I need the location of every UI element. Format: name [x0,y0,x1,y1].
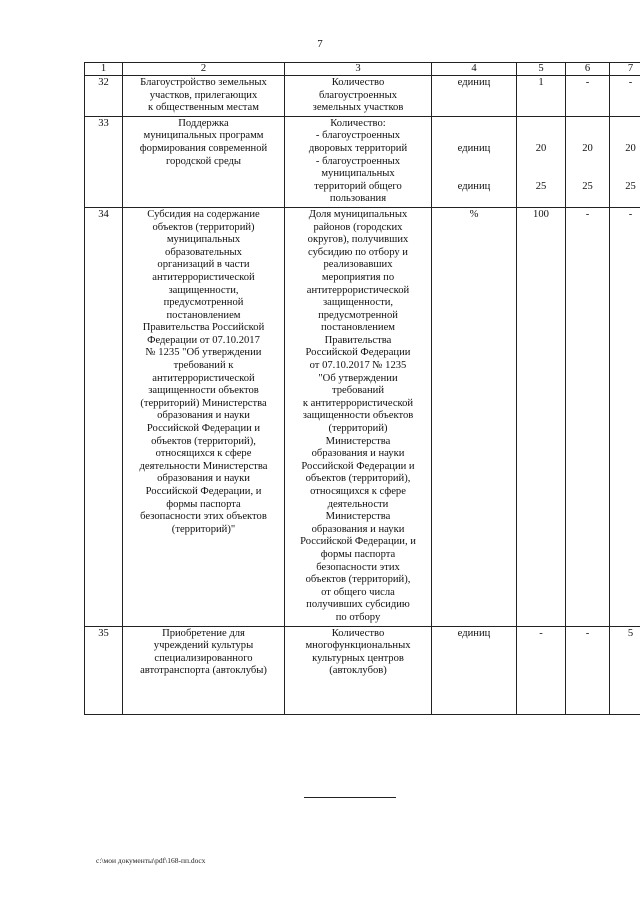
value-text: 25 [582,180,593,192]
measure-name-line: Благоустройство земельных [140,77,267,88]
unit-cell [432,207,517,626]
value-text: - [585,208,590,220]
indicator-cell [285,76,432,117]
indicator-line: деятельности [327,498,389,510]
indicator-line: Российской Федерации [305,347,411,359]
measure-name-line: предусмотренной [163,297,244,309]
indicator-line: благоустроенных [318,89,398,101]
value-col7 [610,76,640,117]
file-path-footer: c:\мои документы\pdf\168-пп.docx [96,856,206,865]
measure-name-line: учреждений культуры [153,640,254,652]
measure-name-line: безопасности этих объектов [140,511,267,523]
indicator-line: постановлением [321,322,395,334]
value-text: - [539,627,543,639]
indicator-cell [285,207,432,626]
measure-name-line: образования и науки [157,410,250,422]
indicator-line: защищенности, [322,297,394,309]
indicator-line: предусмотренной [318,309,398,321]
value-text: 25 [625,180,636,192]
indicator-line: Количество [331,627,385,639]
value-col7 [610,626,640,714]
measure-name-line: Российской Федерации, и [145,486,262,497]
indicator-line: Правительства [324,334,392,346]
value-text: - [628,77,633,88]
measure-name-line: (территорий)" [171,523,236,535]
indicator-line: Министерства [325,511,391,523]
measure-name-line: Поддержка [178,117,229,129]
value-text: 25 [535,180,547,192]
indicator-line: от общего числа [321,586,395,598]
measure-name-cell [123,116,285,207]
unit-value: % [469,208,479,220]
indicator-line: получивших субсидию [306,599,410,611]
value-text: 20 [535,142,547,154]
indicator-line: "Об утверждении [318,372,398,384]
indicator-line: - благоустроенных [315,130,401,142]
indicator-cell [285,116,432,207]
measure-name-line: муниципальных программ [143,130,264,142]
value-text: 20 [625,142,636,154]
measure-name-line: Правительства Российской [142,322,265,334]
value-col5 [517,76,566,117]
measure-name-line: объектов (территорий), [151,435,256,447]
measure-name-line: образования и науки [157,473,250,485]
header-cell-5: 5 [517,63,566,76]
indicator-line: муниципальных [321,168,395,180]
indicator-line: округов), получивших [307,234,409,246]
row-number: 34 [85,207,123,626]
table-row-33 [85,116,640,207]
measure-name-line: Федерации от 07.10.2017 [147,334,260,346]
indicator-line: культурных центров [312,652,404,664]
indicator-line: требований [331,385,385,397]
footer-divider [304,797,396,798]
value-col6 [566,116,610,207]
indicator-line: реализовавших [323,259,393,271]
measure-name-cell [123,207,285,626]
indicator-line: образования и науки [311,523,405,535]
value-col7 [610,116,640,207]
unit-value: единиц [457,77,491,88]
indicator-line: пользования [329,193,387,205]
row-number: 33 [85,116,123,207]
header-cell-2: 2 [123,63,285,76]
measure-name-line: (территорий) Министерства [140,397,267,409]
indicator-line: Доля муниципальных [308,208,408,220]
value-col5 [517,207,566,626]
header-cell-6: 6 [566,63,610,76]
indicator-line: земельных участков [312,102,404,114]
indicator-line: Министерства [325,435,391,447]
indicator-line: относящихся к сфере [310,486,406,497]
measure-name-line: Субсидия на содержание [147,208,260,220]
value-text: 100 [533,208,549,220]
indicator-line: дворовых территорий [308,142,408,154]
measure-name-line: организаций в части [157,259,250,271]
measure-name-line: специализированного [154,652,253,664]
value-col7 [610,207,640,626]
header-cell-4: 4 [432,63,517,76]
measure-name-line: защищенности объектов [148,385,259,397]
indicator-line: субсидию по отбору и [308,246,408,258]
unit-cell [432,116,517,207]
unit-cell [432,76,517,117]
value-col5 [517,116,566,207]
indicator-line: по отбору [335,611,381,623]
value-col6 [566,626,610,714]
indicator-line: защищенности объектов [302,410,414,422]
table-row-35 [85,626,640,714]
indicator-line: (территорий) [328,423,388,435]
indicator-line: (автоклубов) [329,665,387,677]
indicator-line: Количество [331,77,385,88]
measure-name-line: требований к [173,360,234,372]
measure-name-cell [123,76,285,117]
measure-name-line: защищенности, [168,284,239,296]
measure-name-line: антитеррористической [152,271,255,283]
measure-name-line: формы паспорта [166,498,241,510]
measure-name-line: постановлением [166,309,241,321]
unit-value: единиц [457,142,491,154]
indicator-line: районов (городских [313,221,403,233]
measure-name-cell [123,626,285,714]
table-header-row [85,63,640,76]
indicator-line: многофункциональных [305,640,411,652]
indicator-line: от 07.10.2017 № 1235 [309,360,407,372]
indicator-line: территорий общего [314,180,402,192]
measure-name-line: участков, прилегающих [149,89,258,101]
indicator-line: - благоустроенных [315,155,401,167]
measure-name-line: городской среды [165,155,242,167]
indicator-line: формы паспорта [320,548,396,560]
value-text: - [628,208,633,220]
measure-name-line: объектов (территорий) [152,221,255,233]
indicator-line: Российской Федерации, и [300,536,416,548]
header-cell-1: 1 [85,63,123,76]
indicator-line: объектов (территорий), [305,574,411,586]
value-text: - [585,627,590,639]
unit-value: единиц [457,627,491,639]
row-number: 35 [85,626,123,714]
indicator-line: антитеррористической [306,284,410,296]
row-number: 32 [85,76,123,117]
measure-name-line: образовательных [165,246,242,258]
value-text: 1 [538,77,544,88]
indicator-cell [285,626,432,714]
indicator-line: объектов (территорий), [305,473,411,485]
table-row-34 [85,207,640,626]
measure-name-line: Российской Федерации и [146,423,261,435]
indicator-line: мероприятия по [321,271,395,283]
page-number: 7 [317,38,323,50]
indicator-line: безопасности этих [316,561,400,573]
measure-name-line: Приобретение для [162,627,245,639]
measure-name-line: № 1235 "Об утверждении [145,347,262,359]
table-row-32 [85,76,640,117]
indicator-line: к антитеррористической [302,397,414,409]
measure-name-line: антитеррористической [152,372,255,384]
value-col6 [566,76,610,117]
value-text: 20 [582,142,593,154]
value-col5 [517,626,566,714]
measure-name-line: автотранспорта (автоклубы) [140,665,267,677]
measure-name-line: относящихся к сфере [155,448,252,460]
value-col6 [566,207,610,626]
indicator-line: Российской Федерации и [301,460,415,472]
unit-cell [432,626,517,714]
header-cell-7: 7 [610,63,640,76]
measure-name-line: к общественным местам [148,102,259,114]
indicators-table [84,62,640,715]
value-text: 5 [627,627,634,639]
indicator-line: Количество: [330,117,386,129]
unit-value: единиц [457,180,491,192]
measure-name-line: деятельности Министерства [139,460,268,472]
value-text: - [585,77,590,88]
header-cell-3: 3 [285,63,432,76]
measure-name-line: муниципальных [166,234,241,246]
indicator-line: образования и науки [311,448,405,460]
measure-name-line: формирования современной [139,142,268,154]
